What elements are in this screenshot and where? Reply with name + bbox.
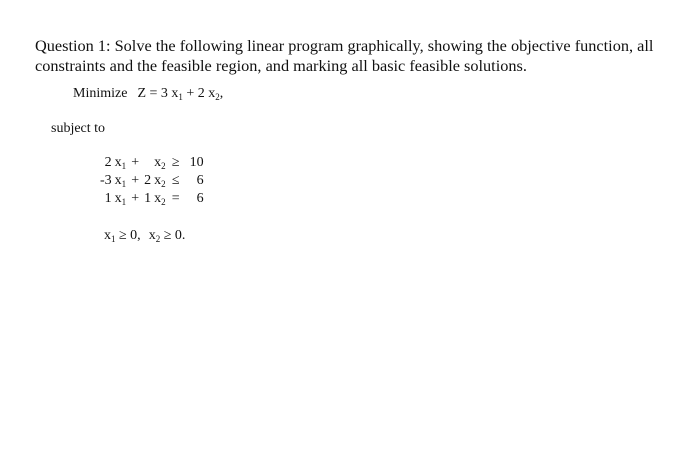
question-line-2: constraints and the feasible region, and marking all basic feasible solutions.	[35, 56, 527, 75]
coef-x1: 2	[104, 155, 112, 170]
var-x1: $x_1$	[114, 173, 127, 189]
rhs: 6	[196, 191, 204, 206]
minimize-keyword: Minimize	[73, 86, 128, 101]
constraints-table	[100, 154, 204, 208]
objective-function	[73, 86, 223, 102]
subject-to-label: subject to	[51, 121, 106, 136]
constraint-row	[100, 190, 204, 208]
var-x1: $x_1$	[114, 191, 127, 207]
nonneg-x1-var: x	[104, 228, 111, 243]
var-x2: $x_2$	[154, 191, 166, 207]
nonneg-x1-sub: 1	[111, 234, 116, 244]
coef-x1: 1	[104, 191, 112, 206]
coef-x2: 2	[144, 173, 152, 188]
objective-expression-mid: + 2 x	[182, 86, 216, 101]
rhs: 6	[196, 173, 204, 188]
question-text	[35, 36, 685, 76]
objective-expression-lhs: Z = 3 x	[137, 86, 179, 101]
operator: +	[131, 191, 140, 206]
objective-sub-1: 1	[178, 92, 183, 102]
operator: +	[131, 155, 140, 170]
var-x1: $x_1$	[114, 155, 127, 171]
nonneg-x2-var: x	[148, 228, 156, 243]
var-x2: $x_2$	[154, 173, 166, 189]
objective-sub-2: 2	[215, 92, 220, 102]
question-line-1: Question 1: Solve the following linear program graphically, showing the objective function, all	[35, 36, 654, 55]
nonneg-x2-rest: ≥ 0.	[160, 228, 186, 243]
constraint-row	[100, 154, 204, 172]
relation: =	[171, 191, 180, 206]
coef-x1: -3	[100, 173, 112, 188]
var-x2: $x_2$	[154, 155, 166, 171]
constraint-row	[100, 172, 204, 190]
operator: +	[131, 173, 140, 188]
nonnegativity-constraints	[104, 228, 185, 244]
nonneg-x1-rest: ≥ 0,	[115, 228, 141, 243]
rhs: 10	[189, 155, 204, 170]
coef-x2: 1	[144, 191, 152, 206]
relation: ≤	[171, 173, 180, 188]
nonneg-x2-sub: 2	[155, 234, 161, 244]
coef-x2	[144, 154, 151, 172]
relation: ≥	[171, 155, 180, 170]
objective-trail: ,	[219, 86, 224, 101]
